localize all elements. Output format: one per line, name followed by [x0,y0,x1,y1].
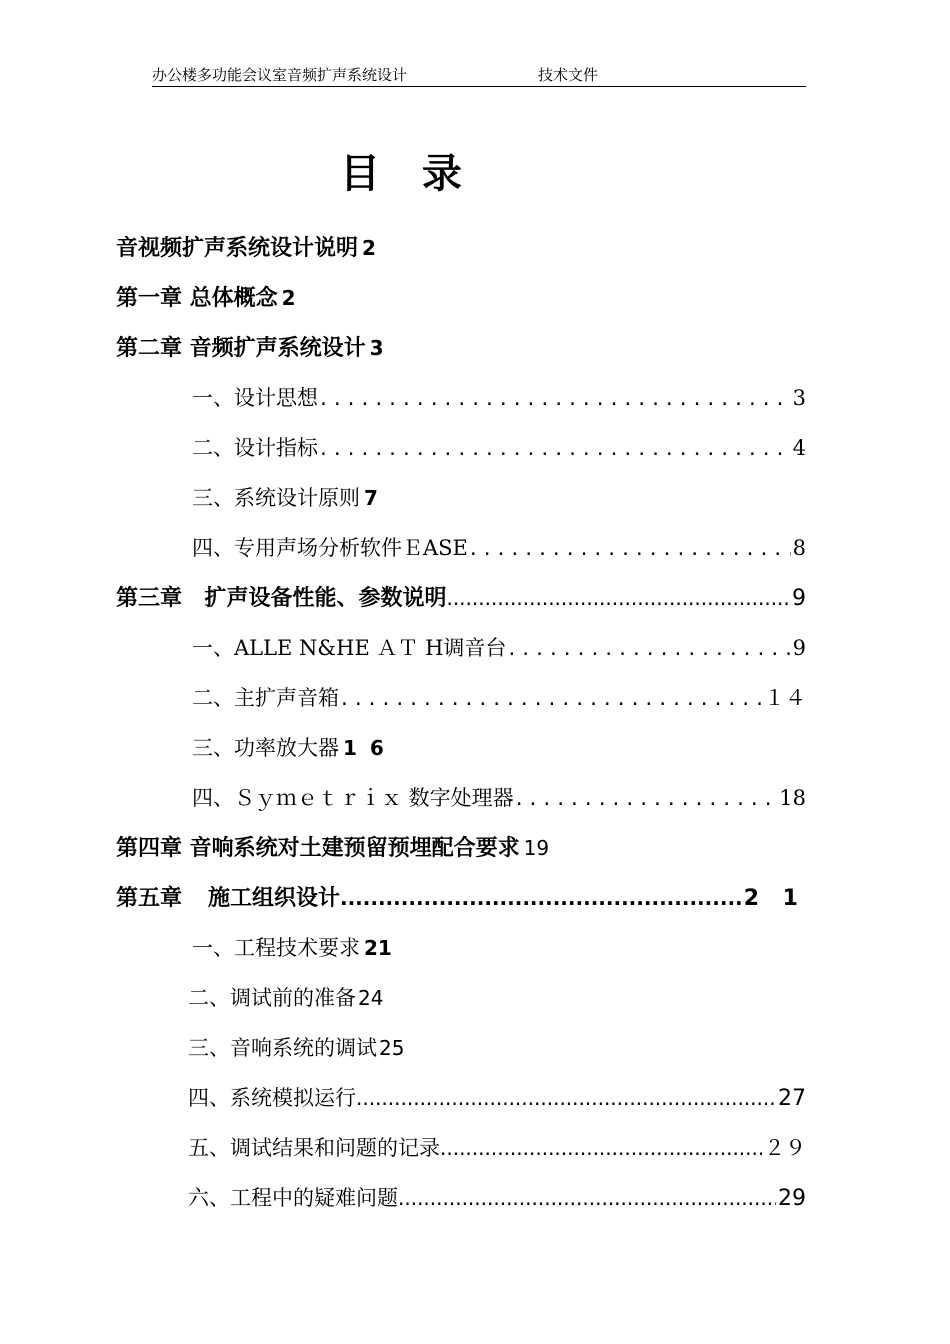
toc-entry-page: 9 [792,586,806,611]
toc-entry-page: 3 [369,336,384,360]
toc-entry-mixer[interactable] [192,630,806,666]
toc-entry-label-title: 扩声设备性能、参数说明 [204,586,447,611]
toc-entry-label-title: 施工组织设计 [207,886,340,911]
toc-entry-label: 第五章 [116,886,183,911]
toc-entry-label: 二、调试前的准备 [188,986,356,1010]
toc-entry-digital-processor[interactable] [192,780,806,816]
toc-entry-design-principles[interactable] [192,480,378,516]
toc-entry-label: 第三章 [116,586,183,611]
toc-entry-label: 第二章 音频扩声系统设计 [116,336,366,361]
toc-entry-page: 18 [779,786,806,810]
toc-leader-dots [356,1080,776,1116]
toc-entry-chapter-2[interactable] [116,330,384,366]
toc-entry-label: 第四章 音响系统对土建预留预埋配合要求 [116,836,520,861]
toc-leader-dots [506,632,790,668]
toc-entry-label: 四、系统模拟运行 [188,1086,356,1110]
toc-entry-label: 三、音响系统的调试 [188,1036,377,1060]
toc-entry-design-concept[interactable] [192,380,806,416]
toc-entry-page: 24 [358,986,384,1010]
header-document-title: 办公楼多功能会议室音频扩声系统设计 [152,66,408,84]
toc-entry-page: 2 1 [743,886,806,911]
toc-entry-main-speakers[interactable] [192,680,806,716]
toc-leader-dots [514,782,778,818]
toc-entry-page: 8 [792,536,806,560]
toc-entry-page: 2 [362,236,376,260]
toc-entry-power-amplifier[interactable] [192,730,387,766]
toc-entry-label: 三、系统设计原则 [192,486,360,510]
toc-entry-engineering-requirements[interactable] [192,930,392,966]
toc-entry-design-specs[interactable] [192,430,806,466]
toc-entry-label: 三、功率放大器 [192,736,339,760]
toc-entry-page: 9 [792,636,806,660]
toc-entry-page: 3 [792,386,806,410]
toc-entry-label: 六、工程中的疑难问题 [188,1186,398,1210]
toc-entry-page: 1 6 [343,736,387,760]
toc-entry-ease-software[interactable] [192,530,806,566]
toc-entry-debug-results-record[interactable] [188,1130,806,1166]
toc-entry-label: 音视频扩声系统设计说明 [116,236,359,261]
toc-leader-dots [440,1130,762,1166]
toc-entry-chapter-1[interactable] [116,280,296,316]
toc-leader-dots [318,432,791,468]
toc-entry-page: １４ [764,686,806,710]
page-header [152,64,806,87]
toc-entry-page: ２９ [764,1136,806,1160]
toc-entry-chapter-3[interactable] [116,580,806,616]
toc-entry-label: 四、专用声场分析软件ＥASE [192,536,468,560]
toc-entry-simulated-operation[interactable] [188,1080,806,1116]
toc-entry-chapter-4[interactable] [116,830,549,866]
toc-entry-label: 二、主扩声音箱 [192,686,339,710]
toc-entry-page: 21 [364,936,392,960]
toc-entry-page: 7 [364,486,378,510]
toc-entry-label: 五、调试结果和问题的记录 [188,1136,440,1160]
toc-entry-label: 一、设计思想 [192,386,318,410]
toc-leader-dots [340,880,742,916]
toc-entry-label: 一、ALLE N&HE ＡＴ H调音台 [192,636,507,660]
toc-entry-label: 二、设计指标 [192,436,318,460]
toc-entry-page: 4 [792,436,806,460]
header-document-type: 技术文件 [538,66,599,84]
toc-leader-dots [318,382,791,418]
toc-entry-label: 第一章 总体概念 [116,286,278,311]
toc-entry-design-description[interactable] [116,230,376,266]
toc-entry-label: 一、工程技术要求 [192,936,360,960]
toc-entry-page: 29 [778,1186,806,1211]
toc-leader-dots [398,1180,776,1216]
toc-entry-page: 27 [778,1086,806,1111]
toc-leader-dots [468,532,791,568]
toc-leader-dots [446,580,790,616]
toc-entry-chapter-5[interactable] [116,880,806,916]
toc-entry-audio-system-debug[interactable] [188,1030,404,1066]
toc-entry-label: 四、Ｓｙｍｅｔｒｉｘ 数字处理器 [192,786,514,810]
toc-leader-dots [339,682,762,718]
toc-entry-pre-debug-preparation[interactable] [188,980,383,1016]
toc-entry-difficult-problems[interactable] [188,1180,806,1216]
toc-title: 目 录 [340,151,476,197]
toc-entry-page: 2 [281,286,296,310]
toc-entry-page: 19 [523,836,550,860]
toc-entry-page: 25 [379,1036,405,1060]
